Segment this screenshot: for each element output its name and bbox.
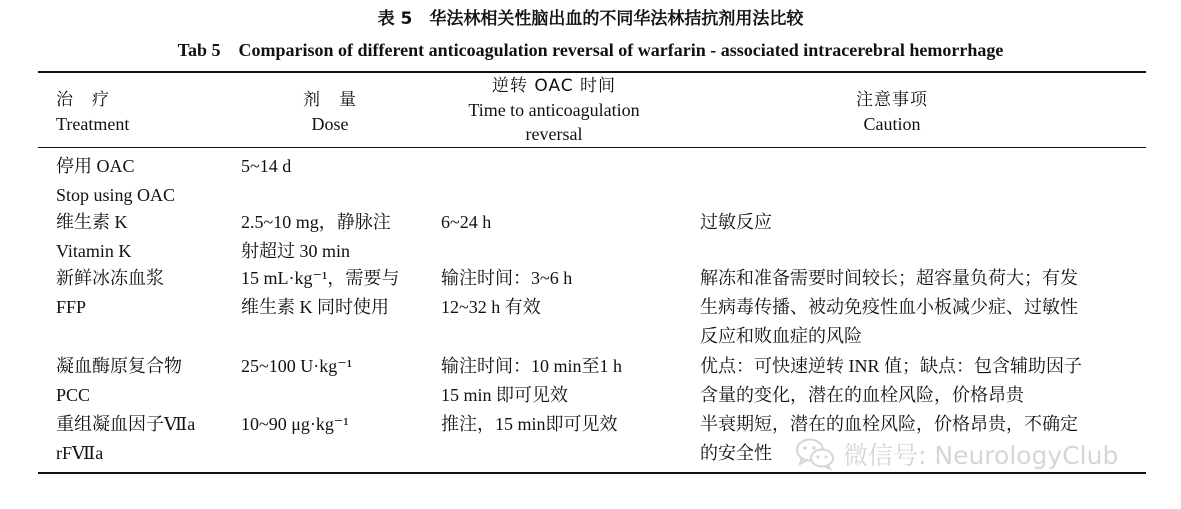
row5-treatment-line: 重组凝血因子Ⅶa <box>56 414 196 434</box>
row4-time <box>441 352 622 410</box>
row4-caution <box>700 352 1150 410</box>
row4-caution-line: 含量的变化，潜在的血栓风险，价格昂贵 <box>700 385 1024 405</box>
row4-treatment-line: 凝血酶原复合物 <box>56 356 182 376</box>
wechat-icon <box>795 437 835 471</box>
header-time-en-line2: reversal <box>525 124 583 144</box>
header-caution <box>812 88 972 136</box>
row2-treatment <box>56 208 131 266</box>
row2-treatment-line: 维生素 K <box>56 212 128 232</box>
row1-treatment-line: 停用 OAC <box>56 156 135 176</box>
row3-time-line: 12~32 h 有效 <box>441 297 541 317</box>
header-dose-cn: 剂 量 <box>303 90 357 110</box>
header-dose-en: Dose <box>311 114 349 134</box>
row1-treatment-line: Stop using OAC <box>56 185 176 205</box>
header-treatment-en: Treatment <box>56 114 130 134</box>
header-treatment <box>56 88 129 136</box>
table-title-chinese: 表 5 华法林相关性脑出血的不同华法林拮抗剂用法比较 <box>377 9 804 29</box>
row3-caution-line: 生病毒传播、被动免疫性血小板减少症、过敏性 <box>700 297 1078 317</box>
header-treatment-cn: 治 疗 <box>56 90 110 110</box>
row3-dose-line: 维生素 K 同时使用 <box>241 297 389 317</box>
header-caution-cn: 注意事项 <box>856 90 928 110</box>
row2-dose <box>241 208 391 266</box>
row2-caution <box>700 208 1150 237</box>
row3-time-line: 输注时间：3~6 h <box>441 268 573 288</box>
header-time <box>440 74 668 146</box>
table-bottom-rule <box>38 472 1146 474</box>
row2-dose-line: 射超过 30 min <box>241 241 351 261</box>
header-dose <box>270 88 390 136</box>
row2-time-line: 6~24 h <box>441 212 492 232</box>
row5-treatment-line: rFⅦa <box>56 443 104 463</box>
row3-dose-line: 15 mL·kg⁻¹，需要与 <box>241 268 400 288</box>
row4-dose <box>241 352 352 381</box>
table-title-english: Tab 5 Comparison of different anticoagulation reversal of warfarin - associated intracerebral hemorrhage <box>177 40 1004 60</box>
row3-time <box>441 264 572 322</box>
row4-treatment-line: PCC <box>56 385 91 405</box>
row5-caution-line: 的安全性 <box>700 443 772 463</box>
row3-caution <box>700 264 1150 351</box>
row2-time <box>441 208 491 237</box>
row1-dose-line: 5~14 d <box>241 156 292 176</box>
row3-caution-line: 反应和败血症的风险 <box>700 326 862 346</box>
row3-treatment-line: FFP <box>56 297 87 317</box>
row1-dose <box>241 152 291 181</box>
row4-time-line: 输注时间：10 min至1 h <box>441 356 623 376</box>
row2-treatment-line: Vitamin K <box>56 241 132 261</box>
table-top-rule <box>38 71 1146 73</box>
row3-treatment-line: 新鲜冰冻血浆 <box>56 268 164 288</box>
row4-treatment <box>56 352 182 410</box>
table-header-rule <box>38 147 1146 148</box>
row5-treatment <box>56 410 195 468</box>
row4-time-line: 15 min 即可见效 <box>441 385 569 405</box>
header-time-en-line1: Time to anticoagulation <box>468 100 640 120</box>
row3-caution-line: 解冻和准备需要时间较长；超容量负荷大；有发 <box>700 268 1078 288</box>
row4-caution-line: 优点：可快速逆转 INR 值；缺点：包含辅助因子 <box>700 356 1082 376</box>
watermark <box>795 436 1118 472</box>
row5-dose <box>241 410 349 439</box>
row5-time-line: 推注，15 min即可见效 <box>441 414 618 434</box>
row4-dose-line: 25~100 U·kg⁻¹ <box>241 356 353 376</box>
row5-time <box>441 410 618 439</box>
header-caution-en: Caution <box>863 114 921 134</box>
row2-dose-line: 2.5~10 mg，静脉注 <box>241 212 391 232</box>
watermark-text: 微信号: NeurologyClub <box>843 441 1119 470</box>
row1-treatment <box>56 152 175 210</box>
row2-caution-line: 过敏反应 <box>700 212 772 232</box>
row5-dose-line: 10~90 μg·kg⁻¹ <box>241 414 349 434</box>
row5-caution-line: 半衰期短，潜在的血栓风险，价格昂贵，不确定 <box>700 414 1078 434</box>
header-time-cn: 逆转 OAC 时间 <box>491 76 617 96</box>
row3-dose <box>241 264 399 322</box>
row3-treatment <box>56 264 164 322</box>
